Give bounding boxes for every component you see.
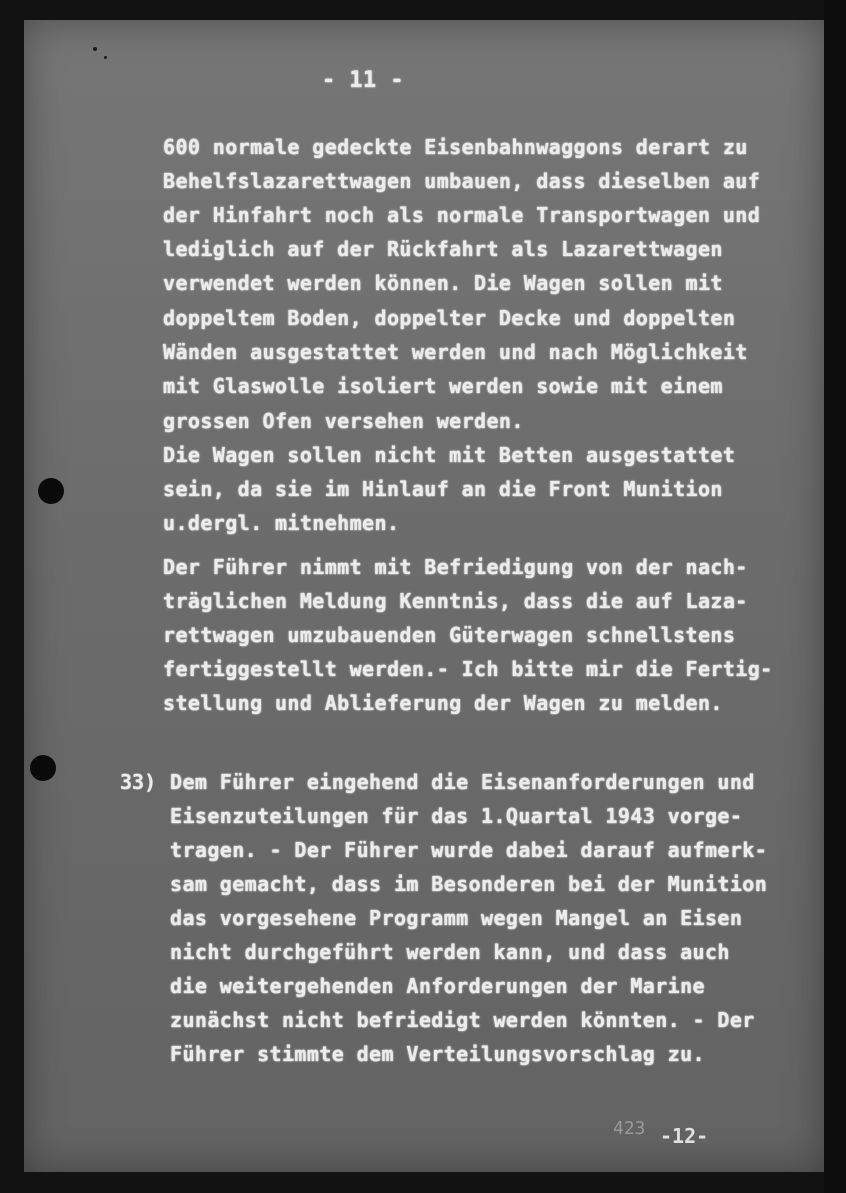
text-line: nicht durchgeführt werden kann, und dass auch: [170, 940, 730, 964]
text-line: verwendet werden können. Die Wagen sollen mit: [163, 271, 723, 295]
text-line: Der Führer nimmt mit Befriedigung von der nach-: [163, 555, 748, 579]
item-number: 33): [120, 770, 157, 794]
text-line: fertiggestellt werden.- Ich bitte mir die Fertig-: [163, 657, 773, 681]
text-line: stellung und Ablieferung der Wagen zu melden.: [163, 691, 723, 715]
text-line: 600 normale gedeckte Eisenbahnwaggons derart zu: [163, 135, 748, 159]
text-line: das vorgesehene Programm wegen Mangel an Eisen: [170, 906, 743, 930]
text-line: Führer stimmte dem Verteilungsvorschlag zu.: [170, 1042, 705, 1066]
punch-hole-upper: [38, 478, 64, 504]
text-line: tragen. - Der Führer wurde dabei darauf aufmerk-: [170, 838, 768, 862]
text-line: u.dergl. mitnehmen.: [163, 511, 400, 535]
text-line: sam gemacht, dass im Besonderen bei der Munition: [170, 872, 768, 896]
text-line: träglichen Meldung Kenntnis, dass die auf Laza-: [163, 589, 748, 613]
text-line: rettwagen umzubauenden Güterwagen schnellstens: [163, 623, 736, 647]
text-line: der Hinfahrt noch als normale Transportwagen und: [163, 203, 761, 227]
punch-hole-lower: [30, 755, 56, 781]
text-line: Dem Führer eingehend die Eisenanforderungen und: [170, 770, 755, 794]
page-number: - 11 -: [322, 68, 404, 93]
text-line: mit Glaswolle isoliert werden sowie mit einem: [163, 374, 723, 398]
next-page-marker: -12-: [660, 1124, 709, 1148]
dust-speck: [104, 56, 107, 59]
text-line: Eisenzuteilungen für das 1.Quartal 1943 vorge-: [170, 804, 743, 828]
text-line: lediglich auf der Rückfahrt als Lazarettwagen: [163, 237, 723, 261]
text-line: grossen Ofen versehen werden.: [163, 409, 524, 433]
text-line: die weitergehenden Anforderungen der Marine: [170, 974, 705, 998]
text-line: zunächst nicht befriedigt werden könnten. - Der: [170, 1008, 755, 1032]
text-line: Wänden ausgestattet werden und nach Möglichkeit: [163, 340, 748, 364]
dust-speck: [93, 47, 97, 51]
text-line: sein, da sie im Hinlauf an die Front Munition: [163, 477, 723, 501]
scan-edge: [824, 0, 846, 1193]
text-line: Die Wagen sollen nicht mit Betten ausgestattet: [163, 443, 736, 467]
text-line: Behelfslazarettwagen umbauen, dass dieselben auf: [163, 169, 761, 193]
archive-stamp-number: 423: [613, 1118, 646, 1139]
text-line: doppeltem Boden, doppelter Decke und doppelten: [163, 306, 736, 330]
